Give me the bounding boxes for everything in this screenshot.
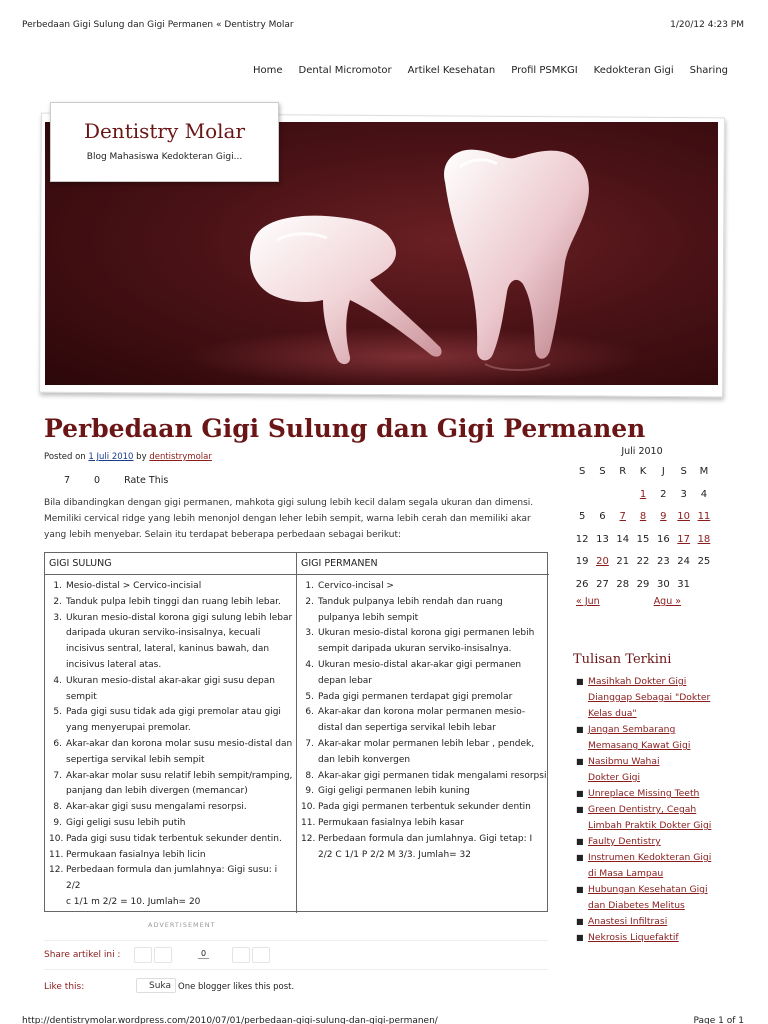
recent-post-link[interactable] [588, 754, 660, 786]
recent-post-item[interactable] [576, 786, 726, 802]
recent-posts-list [576, 674, 726, 946]
share-count: 0 [198, 949, 209, 959]
calendar-day[interactable]: 20 [596, 556, 609, 567]
calendar-day[interactable]: 1 [639, 488, 647, 500]
calendar-day[interactable]: 17 [677, 533, 690, 545]
list-text: Tanduk pulpa lebih tinggi dan ruang lebih lebar. [66, 596, 281, 607]
share-section [44, 940, 548, 970]
table-list-line [49, 690, 294, 706]
print-header-datetime: 1/20/12 4:23 PM [670, 20, 744, 30]
list-number [49, 895, 62, 911]
list-text: Mesio-distal > Cervico-incisial [66, 581, 202, 591]
calendar-weekday: J [661, 466, 665, 477]
bullet-icon: ■ [576, 789, 584, 798]
table-cell-gigi-permanen [297, 575, 549, 913]
list-text: Cervico-incisal > [318, 581, 394, 591]
bullet-icon: ■ [576, 677, 584, 686]
recent-post-link-line[interactable]: Hubungan Kesehatan Gigi [588, 884, 708, 895]
list-text: Perbedaan formula dan jumlahnya: Gigi susu: i 2/2 [66, 865, 278, 892]
table-list-line [301, 690, 547, 706]
recent-post-link-line[interactable]: Dianggap Sebagai "Dokter [588, 692, 711, 703]
list-number: 10. [49, 833, 64, 844]
calendar-day: 5 [578, 511, 586, 522]
table-list-line [49, 800, 294, 816]
table-list-line [301, 658, 547, 674]
recent-post-link-line[interactable]: Kelas dua" [588, 708, 637, 719]
table-list-line [49, 721, 294, 737]
site-title-box [50, 102, 279, 182]
list-text: sempit daripada ukuran serviko-insisalnya. [318, 644, 512, 655]
share-button-2[interactable] [154, 947, 172, 963]
list-number: 2. [53, 596, 62, 607]
intro-line: Memiliki cervical ridge yang lebih menonjol dengan leher lebih sempit, warna lebih cerah dan memiliki akar [44, 514, 531, 524]
site-title[interactable]: Dentistry Molar [83, 119, 246, 143]
recent-post-item[interactable] [576, 914, 726, 930]
table-list-line [49, 611, 294, 627]
table-list-line [49, 626, 294, 642]
recent-post-link-line[interactable]: Nekrosis Liquefaktif [588, 932, 679, 943]
calendar-weekday: S [680, 466, 687, 477]
recent-post-item[interactable] [576, 850, 726, 882]
list-number: 6. [305, 707, 314, 718]
bullet-icon: ■ [576, 837, 584, 846]
list-number [49, 784, 62, 800]
list-number [49, 753, 62, 769]
list-number [301, 642, 314, 658]
recent-post-item[interactable] [576, 834, 726, 850]
table-list-line [301, 674, 547, 690]
nav-item-profil-psmkgi[interactable]: Profil PSMKGI [511, 65, 578, 76]
list-number [301, 753, 314, 769]
list-text: Pada gigi susu tidak terbentuk sekunder dentin. [66, 833, 282, 844]
table-list-line [301, 642, 547, 658]
calendar-weekday: R [619, 466, 627, 477]
list-number [49, 690, 62, 706]
list-text: dan lebih konvergen [318, 754, 411, 765]
calendar-day[interactable]: 10 [677, 511, 690, 522]
table-list-line [49, 642, 294, 658]
list-number: 3. [305, 628, 314, 639]
list-text: Pada gigi permanen terdapat gigi premolar [318, 691, 513, 702]
calendar-caption: Juli 2010 [621, 446, 663, 457]
list-number: 7. [53, 770, 62, 781]
table-list-line [301, 769, 547, 785]
list-text: depan lebar [318, 675, 373, 686]
nav-item-kedokteran-gigi[interactable]: Kedokteran Gigi [593, 65, 674, 76]
list-text: Pada gigi susu tidak ada gigi premolar atau gigi [66, 707, 281, 718]
calendar-empty-cell [694, 574, 714, 597]
post-title[interactable]: Perbedaan Gigi Sulung dan Gigi Permanen [44, 414, 646, 443]
post-author-link[interactable]: dentistrymolar [149, 452, 212, 462]
calendar-day: 24 [677, 556, 690, 567]
list-text: pulpanya lebih sempit [318, 612, 419, 623]
like-button[interactable]: Suka [136, 978, 176, 993]
calendar-day: 28 [616, 578, 630, 590]
calendar-day[interactable]: 11 [697, 511, 711, 522]
list-number: 8. [53, 802, 62, 813]
recent-post-link[interactable] [588, 930, 679, 946]
table-list-line [301, 611, 547, 627]
list-text: Akar-akar dan korona molar permanen mesio- [318, 707, 526, 718]
list-text: Permukaan fasialnya lebih licin [66, 849, 206, 860]
calendar-nav [572, 596, 712, 607]
calendar-day[interactable]: 18 [697, 533, 711, 545]
bullet-icon: ■ [576, 917, 584, 926]
print-footer [22, 1016, 744, 1024]
recent-post-link[interactable] [588, 786, 699, 802]
list-text: distal dan sepertiga servikal lebih lebar [318, 723, 496, 734]
calendar-day: 4 [700, 488, 708, 500]
calendar-day: 25 [697, 556, 711, 567]
share-button-4[interactable] [252, 947, 270, 963]
list-number: 2. [305, 596, 314, 607]
recent-post-link-line[interactable]: Jangan Sembarang [588, 724, 676, 735]
list-number: 7. [305, 738, 314, 749]
list-text: sempit [66, 691, 97, 702]
calendar-grid [572, 461, 712, 596]
calendar-day: 31 [677, 578, 690, 590]
site-description: Blog Mahasiswa Kedokteran Gigi... [86, 152, 243, 162]
list-number: 9. [305, 786, 314, 797]
print-header [22, 20, 744, 30]
calendar-day: 2 [660, 488, 667, 500]
calendar-day: 12 [575, 533, 589, 545]
recent-post-link[interactable] [588, 850, 711, 882]
recent-post-link[interactable] [588, 834, 661, 850]
calendar-day[interactable]: 9 [660, 511, 667, 522]
post-date-link[interactable]: 1 Juli 2010 [88, 452, 134, 462]
table-list-line [49, 658, 294, 674]
calendar-day: 15 [636, 533, 650, 545]
by-label: by [136, 452, 147, 462]
table-list-line [49, 674, 294, 690]
recent-post-link-line[interactable]: Green Dentistry, Cegah [588, 804, 697, 815]
recent-post-link-line[interactable]: dan Diabetes Melitus [588, 900, 685, 911]
recent-post-link[interactable] [588, 914, 667, 930]
list-number [301, 611, 314, 627]
list-number: 4. [305, 659, 314, 670]
list-number [49, 658, 62, 674]
table-list-line [49, 784, 294, 800]
recent-post-item[interactable] [576, 754, 726, 786]
calendar-day: 14 [616, 533, 630, 545]
recent-post-item[interactable] [576, 674, 726, 722]
recent-post-link-line[interactable]: Nasibmu Wahai [588, 756, 660, 767]
share-label: Share artikel ini : [44, 950, 121, 960]
table-list-line [301, 579, 547, 595]
recent-post-link[interactable] [588, 802, 711, 834]
like-section [44, 978, 548, 998]
list-text: c 1/1 m 2/2 = 10. Jumlah= 20 [66, 896, 201, 907]
list-number [301, 848, 314, 864]
table-list-line [49, 863, 294, 895]
recent-post-item[interactable] [576, 722, 726, 754]
comparison-table [44, 552, 548, 912]
list-number [49, 721, 62, 737]
calendar-day: 23 [656, 556, 670, 567]
calendar-widget [572, 446, 712, 607]
intro-line: yang lebih menyebar. Selain itu terdapat beberapa perbedaan sebagai berikut: [44, 530, 402, 540]
print-footer-page: Page 1 of 1 [693, 1016, 744, 1024]
list-text: Ukuran mesio-distal korona gigi sulung lebih lebar [66, 612, 293, 623]
table-list-line [49, 705, 294, 721]
share-button-3[interactable] [232, 947, 250, 963]
post-rating [64, 475, 168, 486]
list-number: 4. [53, 675, 62, 686]
calendar-day: 19 [575, 556, 589, 567]
recent-post-link-line[interactable]: Anastesi Infiltrasi [588, 916, 668, 927]
calendar-day[interactable]: 8 [639, 511, 647, 522]
print-footer-url: http://dentistrymolar.wordpress.com/2010/07/01/perbedaan-gigi-sulung-dan-gigi-permanen/ [22, 1016, 438, 1024]
calendar-day[interactable]: 7 [619, 511, 626, 522]
table-list-line [301, 721, 547, 737]
list-text: Akar-akar molar permanen lebih lebar , pendek, [318, 738, 535, 749]
nav-item-home[interactable]: Home [252, 65, 283, 76]
recent-post-link[interactable] [588, 882, 708, 914]
table-list-line [301, 816, 547, 832]
table-list-line [49, 595, 294, 611]
list-number: 12. [49, 865, 64, 876]
list-text: Permukaan fasialnya lebih kasar [318, 817, 464, 828]
rating-up-count[interactable]: 7 [64, 475, 71, 486]
main-nav [253, 65, 728, 76]
list-text: yang menyerupai premolar. [66, 723, 191, 734]
calendar-weekday: M [699, 466, 709, 477]
recent-post-link-line[interactable]: Memasang Kawat Gigi [588, 740, 691, 751]
list-number [49, 626, 62, 642]
rate-this-label: Rate This [124, 475, 169, 486]
share-button-1[interactable] [134, 947, 152, 963]
nav-item-sharing[interactable]: Sharing [689, 65, 728, 76]
table-list-line [49, 579, 294, 595]
list-text: Gigi geligi susu lebih putih [66, 817, 186, 828]
table-header-gigi-sulung: GIGI SULUNG [45, 553, 297, 575]
bullet-icon: ■ [576, 757, 584, 766]
table-list-line [49, 848, 294, 864]
like-text: One blogger likes this post. [178, 982, 295, 992]
table-list-line [301, 784, 547, 800]
list-text: Akar-akar molar susu relatif lebih sempit/ramping, [66, 770, 293, 781]
recent-posts-title: Tulisan Terkini [573, 652, 672, 667]
recent-post-item[interactable] [576, 882, 726, 914]
calendar-empty-cell [572, 484, 592, 507]
list-text: Akar-akar gigi susu mengalami resorpsi. [66, 802, 247, 813]
nav-item-dental-micromotor[interactable]: Dental Micromotor [298, 65, 392, 76]
table-list-line [301, 626, 547, 642]
calendar-weekday: S [599, 466, 606, 477]
list-text: Gigi geligi permanen lebih kuning [318, 786, 470, 797]
list-text: incisivus sentral, lateral, kaninus bawah, dan [66, 644, 270, 655]
list-text: Akar-akar gigi permanen tidak mengalami resorpsi [318, 770, 547, 781]
calendar-day: 16 [656, 533, 670, 545]
list-text: sepertiga servikal lebih sempit [66, 754, 205, 765]
recent-post-link-line[interactable]: Masihkah Dokter Gigi [588, 676, 687, 687]
calendar-weekday: S [578, 466, 586, 477]
table-list-line [49, 816, 294, 832]
gigi-sulung-list [49, 579, 294, 911]
list-text: Akar-akar dan korona molar susu mesio-distal dan [66, 738, 293, 749]
recent-post-link-line[interactable]: Unreplace Missing Teeth [588, 788, 700, 799]
nav-item-artikel-kesehatan[interactable]: Artikel Kesehatan [407, 65, 496, 76]
calendar-day: 3 [680, 488, 687, 500]
list-number: 5. [53, 707, 62, 718]
list-number: 1. [53, 581, 62, 591]
list-number: 11. [49, 849, 64, 860]
table-list-line [301, 705, 547, 721]
list-number: 11. [301, 817, 316, 828]
table-list-line [301, 595, 547, 611]
advertisement-label: ADVERTISEMENT [148, 921, 216, 929]
rating-down-count[interactable]: 0 [94, 475, 101, 486]
calendar-day: 21 [616, 556, 630, 567]
table-list-line [49, 895, 294, 911]
table-list-line [301, 848, 547, 864]
recent-post-link[interactable] [588, 722, 690, 754]
list-text: Perbedaan formula dan jumlahnya. Gigi tetap: I [318, 833, 533, 844]
table-list-line [49, 737, 294, 753]
recent-post-item[interactable] [576, 930, 726, 946]
post-intro [44, 495, 544, 543]
list-text: Pada gigi permanen terbentuk sekunder dentin [318, 802, 531, 813]
calendar-day: 13 [596, 533, 609, 545]
calendar-weekday: K [639, 466, 647, 477]
calendar-day: 29 [636, 578, 650, 590]
print-header-title: Perbedaan Gigi Sulung dan Gigi Permanen « Dentistry Molar [22, 20, 294, 30]
calendar-day: 6 [599, 511, 606, 522]
list-number [49, 642, 62, 658]
list-number: 9. [53, 817, 62, 828]
post-meta [44, 452, 212, 462]
gigi-permanen-list [301, 579, 547, 863]
table-cell-gigi-sulung [45, 575, 297, 913]
bullet-icon: ■ [576, 853, 584, 862]
recent-post-link-line[interactable]: Instrumen Kedokteran Gigi [588, 852, 712, 863]
list-text: 2/2 C 1/1 P 2/2 M 3/3. Jumlah= 32 [318, 849, 471, 860]
table-list-line [301, 800, 547, 816]
table-list-line [301, 737, 547, 753]
table-list-line [301, 832, 547, 848]
list-number: 3. [53, 612, 62, 623]
list-number: 8. [305, 770, 314, 781]
list-text: daripada ukuran serviko-insisalnya, kecuali [66, 628, 261, 639]
recent-post-link-line[interactable]: Limbah Praktik Dokter Gigi [588, 820, 712, 831]
calendar-empty-cell [592, 484, 612, 507]
bullet-icon: ■ [576, 885, 584, 894]
calendar-next-link[interactable]: Agu » [653, 596, 682, 607]
list-number: 10. [301, 802, 316, 813]
list-text: Tanduk pulpanya lebih rendah dan ruang [318, 596, 503, 607]
calendar-day: 27 [596, 578, 609, 590]
recent-post-link[interactable] [588, 674, 710, 722]
like-label: Like this: [44, 982, 85, 992]
bullet-icon: ■ [576, 805, 584, 814]
list-number: 12. [301, 833, 316, 844]
table-list-line [49, 769, 294, 785]
list-number: 1. [305, 581, 314, 591]
table-list-line [49, 832, 294, 848]
bullet-icon: ■ [576, 725, 584, 734]
list-text: Ukuran mesio-distal akar-akar gigi susu depan [66, 675, 275, 686]
calendar-day: 26 [575, 578, 589, 590]
bullet-icon: ■ [576, 933, 584, 942]
list-text: Ukuran mesio-distal korona gigi permanen lebih [318, 628, 535, 639]
list-number: 6. [53, 738, 62, 749]
recent-post-link-line[interactable]: Dokter Gigi [588, 772, 641, 783]
list-text: panjang dan lebih divergen (memancar) [66, 786, 248, 797]
list-text: Ukuran mesio-distal akar-akar gigi permanen [318, 659, 522, 670]
recent-post-link-line[interactable]: Faulty Dentistry [588, 836, 661, 847]
table-header-gigi-permanen: GIGI PERMANEN [297, 553, 549, 575]
calendar-empty-cell [613, 484, 633, 507]
posted-on-label: Posted on [44, 452, 86, 462]
calendar-prev-link[interactable]: « Jun [576, 596, 600, 607]
recent-post-link-line[interactable]: di Masa Lampau [588, 868, 664, 879]
calendar-day: 22 [636, 556, 650, 567]
list-number [301, 721, 314, 737]
list-number: 5. [305, 691, 314, 702]
table-list-line [49, 753, 294, 769]
list-text: incisivus lateral atas. [66, 659, 162, 670]
calendar-day: 30 [656, 578, 670, 590]
table-list-line [301, 753, 547, 769]
list-number [301, 674, 314, 690]
intro-line: Bila dibandingkan dengan gigi permanen, mahkota gigi sulung lebih kecil dalam segala ukuran dan dimensi. [44, 498, 534, 508]
recent-post-item[interactable] [576, 802, 726, 834]
